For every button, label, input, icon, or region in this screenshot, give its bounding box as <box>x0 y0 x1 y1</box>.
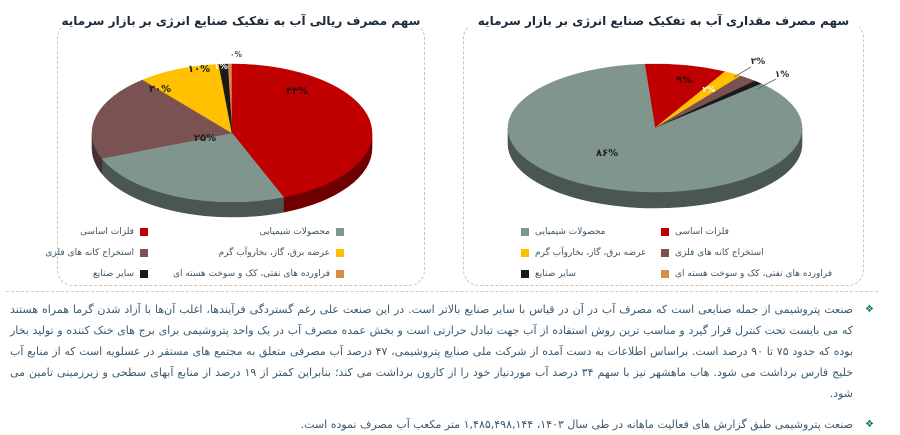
pie-data-label: ۲۵% <box>193 133 217 144</box>
pie-data-label: ۹% <box>675 75 693 86</box>
pie-data-label: ۱% <box>214 62 228 72</box>
rial-share-panel <box>45 14 425 286</box>
legend-item <box>661 269 832 279</box>
diamond-bullet-icon: ❖ <box>865 304 874 315</box>
commentary-paragraph: صنعت پتروشیمی طبق گزارش های فعالیت ماهانه در طی سال ۱۴۰۳، ۱,۴۸۵,۴۹۸,۱۴۴ متر مکعب آب مصرف نموده است. <box>300 418 854 431</box>
legend-item <box>60 269 148 279</box>
legend-swatch <box>336 270 344 278</box>
legend-swatch <box>140 249 148 257</box>
legend-swatch <box>336 249 344 257</box>
legend-column <box>521 227 646 279</box>
pie-data-label: ۰% <box>229 50 243 59</box>
legend-column <box>661 227 832 279</box>
legend-item <box>521 269 646 279</box>
commentary-section <box>10 299 874 435</box>
legend-label: استخراج کانه های فلزی <box>45 248 134 258</box>
legend-swatch <box>336 228 344 236</box>
legend-label: فلزات اساسی <box>675 227 729 237</box>
legend-column <box>45 227 148 279</box>
legend-label: استخراج کانه های فلزی <box>675 248 764 258</box>
legend-item <box>60 227 148 237</box>
pie-data-label: ۲۰% <box>148 84 172 95</box>
legend-label: عرضه برق، گاز، بخاروآب گرم <box>535 248 647 258</box>
pie-data-label: ۱۰% <box>187 64 211 75</box>
pie-data-label: ۲% <box>750 57 766 67</box>
commentary-item <box>10 414 874 435</box>
diamond-bullet-icon: ❖ <box>865 419 874 430</box>
legend-swatch <box>661 228 669 236</box>
legend-swatch <box>140 270 148 278</box>
volume-chart-title: سهم مصرف مقداری آب به تفکیک صنایع انرژی بر بازار سرمایه <box>468 14 859 28</box>
legend-label: محصولات شیمیایی <box>535 227 606 237</box>
legend-label: فراورده های نفتی، کک و سوخت هسته ای <box>172 269 330 279</box>
pie-data-label: ۸۶% <box>595 148 619 159</box>
pie-data-label: ۲% <box>702 85 716 94</box>
legend-item <box>156 269 344 279</box>
pie-data-label: ۱% <box>774 70 790 80</box>
commentary-item <box>10 299 874 404</box>
legend-item <box>45 248 148 258</box>
separator-line <box>6 291 878 292</box>
legend-item <box>521 227 646 237</box>
legend-swatch <box>661 270 669 278</box>
legend-swatch <box>661 249 669 257</box>
volume-share-panel <box>463 14 864 286</box>
legend-label: سایر صنایع <box>535 269 577 279</box>
legend-item <box>661 227 832 237</box>
legend-label: محصولات شیمیایی <box>259 227 330 237</box>
legend-label: فراورده های نفتی، کک و سوخت هسته ای <box>675 269 833 279</box>
legend-label: عرضه برق، گاز، بخاروآب گرم <box>218 248 330 258</box>
legend-item <box>156 227 344 237</box>
legend-swatch <box>521 249 529 257</box>
legend-column <box>156 227 344 279</box>
legend-item <box>661 248 832 258</box>
legend-swatch <box>140 228 148 236</box>
legend-label: فلزات اساسی <box>80 227 134 237</box>
legend-label: سایر صنایع <box>92 269 134 279</box>
legend-swatch <box>521 270 529 278</box>
legend-swatch <box>521 228 529 236</box>
pie-data-label: ۴۴% <box>285 86 309 97</box>
legend-item <box>156 248 344 258</box>
commentary-paragraph: صنعت پتروشیمی از جمله صنایعی است که مصرف آب در آن در قیاس با سایر صنایع بالاتر است. در این صنعت علی رغم گستردگی فرآیندها، اغلب آن‌ها با آزاد شدن گرما همراه هستند که می بایست تحت کنترل قرار گیرد و مناسب ترین روش استفاده از آب جهت تبادل حرارتی است و بخش عمده مصرف آب در یک واحد پتروشیمی برای برج های خنک کننده و تولید بخار بوده که حدود ۷۵ تا ۹۰ درصد است. براساس اطلاعات به دست آمده از شرکت ملی صنایع پتروشیمی، ۴۷ درصد آب مصرفی متعلق به مجتمع های مستقر در عسلویه است که از منابع آب خلیج فارس برداشت می شود. هاب ماهشهر نیز با سهم ۳۴ درصد آب موردنیاز خود را از کارون برداشت می کند؛ بنابراین کمتر از ۱۹ درصد از منابع آبهای سطحی و زیرزمینی تامین می شود. <box>10 303 854 400</box>
rial-chart-title: سهم مصرف ریالی آب به تفکیک صنایع انرژی بر بازار سرمایه <box>52 14 431 28</box>
legend-item <box>521 248 646 258</box>
